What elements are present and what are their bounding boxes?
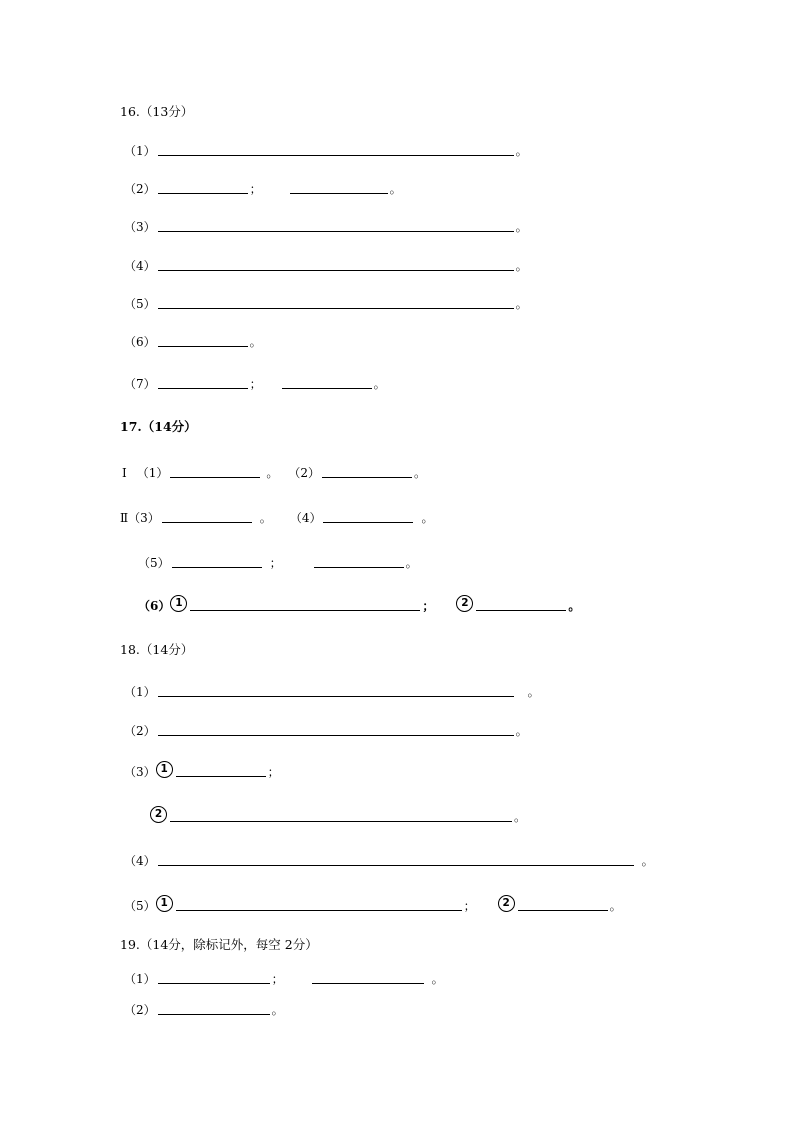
- answer-blank[interactable]: [162, 510, 252, 523]
- item-label: （2）: [124, 724, 156, 738]
- answer-blank[interactable]: [170, 465, 260, 478]
- punct: 。: [271, 1003, 284, 1017]
- punct: 。: [249, 335, 262, 349]
- answer-blank[interactable]: [190, 598, 420, 611]
- answer-blank[interactable]: [158, 258, 514, 271]
- answer-blank[interactable]: [476, 598, 566, 611]
- answer-blank[interactable]: [158, 181, 248, 194]
- answer-blank[interactable]: [282, 376, 372, 389]
- item-label: （5）: [124, 899, 156, 913]
- item-label: （6）: [138, 599, 171, 613]
- punct: 。: [266, 466, 279, 480]
- q16-item-5: [124, 291, 528, 311]
- answer-blank[interactable]: [290, 181, 388, 194]
- item-label: （1）: [124, 685, 156, 699]
- punct: 。: [515, 297, 528, 311]
- item-label: （4）: [289, 511, 322, 525]
- punct: ；: [249, 182, 262, 196]
- q18-item-4: [124, 848, 654, 868]
- item-label: （5）: [138, 556, 170, 570]
- q18-item-1: [124, 679, 540, 699]
- punct: ；: [267, 765, 280, 779]
- answer-blank[interactable]: [176, 898, 462, 911]
- answer-blank[interactable]: [158, 853, 634, 866]
- q18-item-5: [124, 893, 622, 913]
- punct: 。: [514, 810, 527, 824]
- q19-header: 19.（14分，除标记外，每空 2分）: [120, 937, 318, 952]
- answer-blank[interactable]: [158, 143, 514, 156]
- circled-number-2: 2: [150, 806, 167, 823]
- circled-number-1: 1: [156, 895, 173, 912]
- item-label: （5）: [124, 297, 156, 311]
- item-label: （6）: [124, 335, 156, 349]
- punct: 。: [259, 511, 272, 525]
- punct: 。: [515, 220, 528, 234]
- item-label: （3）: [128, 511, 160, 525]
- q18-item-3: [124, 759, 280, 779]
- punct: 。: [515, 724, 528, 738]
- circled-number-2: 2: [456, 595, 473, 612]
- answer-blank[interactable]: [170, 809, 512, 822]
- item-label: （7）: [124, 377, 156, 391]
- q18-item-2: [124, 718, 528, 738]
- q18-item-3-part-2: [150, 804, 526, 824]
- q16-item-3: [124, 214, 528, 234]
- q17-header: 17.（14分）: [120, 419, 197, 434]
- q17-row-1: [122, 460, 426, 480]
- punct: ；: [249, 377, 262, 391]
- circled-number-2: 2: [498, 895, 515, 912]
- item-label: （2）: [124, 1003, 156, 1017]
- answer-blank[interactable]: [158, 971, 270, 984]
- q19-item-1: [124, 966, 444, 986]
- answer-blank[interactable]: [158, 723, 514, 736]
- q16-item-6: [124, 329, 262, 349]
- circled-number-1: 1: [170, 595, 187, 612]
- answer-blank[interactable]: [158, 296, 514, 309]
- punct: ；: [269, 556, 282, 570]
- answer-blank[interactable]: [158, 376, 248, 389]
- answer-blank[interactable]: [314, 555, 404, 568]
- answer-blank[interactable]: [158, 334, 248, 347]
- item-label: （1）: [124, 144, 156, 158]
- q18-header: 18.（14分）: [120, 642, 194, 657]
- punct: 。: [515, 144, 528, 158]
- item-label: （2）: [124, 182, 156, 196]
- part-label: Ⅰ: [122, 466, 127, 480]
- punct: 。: [373, 377, 386, 391]
- answer-blank[interactable]: [312, 971, 424, 984]
- q17-row-3: [138, 550, 418, 570]
- q16-header: 16.（13分）: [120, 104, 194, 119]
- punct: 。: [568, 599, 581, 613]
- punct: 。: [431, 972, 444, 986]
- answer-blank[interactable]: [158, 219, 514, 232]
- q17-row-4: [138, 593, 580, 613]
- circled-number-1: 1: [156, 761, 173, 778]
- answer-blank[interactable]: [158, 684, 514, 697]
- punct: 。: [641, 854, 654, 868]
- punct: 。: [405, 556, 418, 570]
- item-label: （1）: [124, 972, 156, 986]
- item-label: （4）: [124, 854, 156, 868]
- punct: 。: [421, 511, 434, 525]
- q16-item-2: [124, 176, 402, 196]
- punct: 。: [414, 466, 427, 480]
- answer-blank[interactable]: [322, 465, 412, 478]
- q17-row-2: [120, 505, 433, 525]
- answer-blank[interactable]: [172, 555, 262, 568]
- item-label: （3）: [124, 220, 156, 234]
- answer-blank[interactable]: [158, 1002, 270, 1015]
- item-label: （4）: [124, 259, 156, 273]
- punct: 。: [389, 182, 402, 196]
- item-label: （2）: [288, 466, 321, 480]
- q16-item-4: [124, 253, 528, 273]
- item-label: （3）: [124, 765, 156, 779]
- answer-blank[interactable]: [323, 510, 413, 523]
- punct: 。: [515, 259, 528, 273]
- answer-blank[interactable]: [518, 898, 608, 911]
- punct: ；: [422, 599, 435, 613]
- q16-item-7: [124, 371, 386, 391]
- answer-blank[interactable]: [176, 764, 266, 777]
- punct: ；: [463, 899, 476, 913]
- q19-item-2: [124, 997, 284, 1017]
- part-label: Ⅱ: [120, 511, 129, 525]
- q16-item-1: [124, 138, 528, 158]
- punct: 。: [609, 899, 622, 913]
- punct: ；: [271, 972, 284, 986]
- item-label: （1）: [136, 466, 169, 480]
- punct: 。: [527, 685, 540, 699]
